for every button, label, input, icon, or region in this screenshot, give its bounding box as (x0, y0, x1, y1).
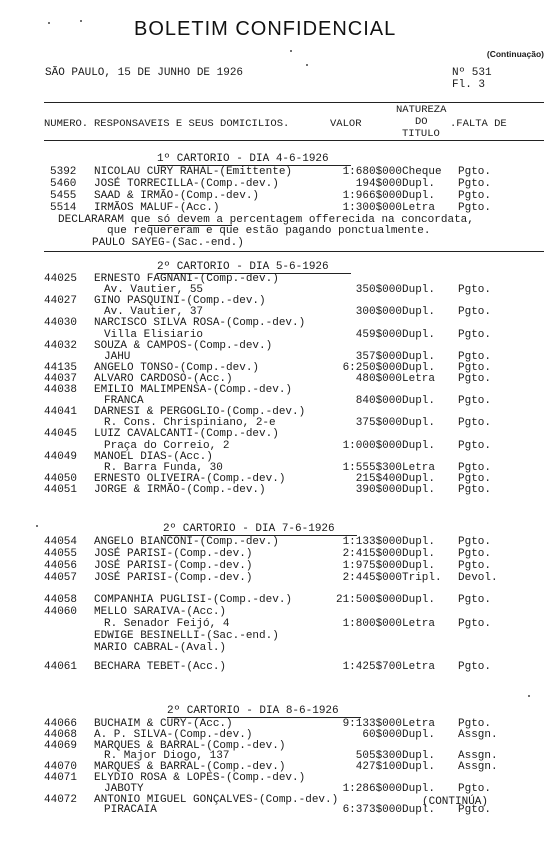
responsible-name: IRMÃOS MALUF-(Acc.) (94, 202, 220, 214)
continues-label: (CONTINÚA) (422, 796, 489, 808)
amount: 2:415$000 (342, 548, 402, 560)
title-nature: Letra (402, 718, 436, 730)
domicile: Av. Vautier, 37 (104, 306, 204, 319)
title-nature: Dupl. (402, 350, 436, 363)
title-nature: Letra (402, 372, 436, 385)
title-nature: Dupl. (402, 761, 436, 774)
amount: 300$000 (355, 306, 402, 319)
domicile: Villa Elisiario (104, 328, 204, 341)
responsible-name: ELYDIO ROSA & LOPES-(Comp.-dev.) (94, 772, 306, 784)
title-nature: Dupl. (402, 728, 436, 741)
responsible-name: MANOEL DIAS-(Acc.) (94, 450, 213, 463)
amount: 480$000 (355, 372, 402, 385)
col-valor: VALOR (330, 118, 362, 130)
protest-reason: Assgn. (458, 728, 498, 741)
protest-reason: Pgto. (458, 472, 492, 485)
protest-reason: Pgto. (458, 560, 492, 572)
protest-number: 44054 (44, 536, 78, 548)
protest-reason: Pgto. (458, 483, 492, 496)
amount: 1:300$000 (342, 202, 402, 214)
protest-reason: Pgto. (458, 661, 492, 673)
title-nature: Dupl. (402, 750, 436, 763)
amount: 6:250$000 (342, 361, 402, 374)
responsible-name: BUCHAIM & CURY-(Acc.) (94, 718, 233, 730)
table-row (0, 642, 558, 654)
sheet-number: Fl. 3 (452, 79, 486, 91)
amount: 840$000 (355, 395, 402, 408)
responsible-name: EMILIO MALIMPENSA-(Comp.-dev.) (94, 384, 293, 396)
protest-number: 44030 (44, 317, 78, 330)
domicile: JAHU (104, 350, 131, 363)
protest-reason: Pgto. (458, 202, 492, 214)
protest-number: 44061 (44, 661, 78, 673)
responsible-name: JOSÉ PARISI-(Comp.-dev.) (94, 572, 253, 584)
protest-reason: Pgto. (458, 350, 492, 363)
section-title: 2º CARTORIO - DIA 5-6-1926 (157, 261, 329, 273)
responsible-name: JOSÉ TORRECILLA-(Comp.-dev.) (94, 178, 279, 190)
col-natureza-3: TITULO (402, 128, 440, 140)
title-nature: Dupl. (402, 395, 436, 408)
table-row (0, 630, 558, 642)
domicile: R. Major Diogo, 137 (104, 750, 230, 763)
city-date: SÃO PAULO, 15 DE JUNHO DE 1926 (45, 67, 244, 79)
protest-number: 44066 (44, 718, 78, 730)
amount: 1:800$000 (342, 618, 402, 630)
protest-number: 44057 (44, 572, 78, 584)
responsible-name: JOSÉ PARISI-(Comp.-dev.) (94, 560, 253, 572)
table-row (0, 202, 558, 214)
title-nature: Dupl. (402, 472, 436, 485)
protest-reason: Pgto. (458, 284, 492, 297)
protest-number: 44068 (44, 728, 78, 741)
responsible-name: SOUZA & CAMPOS-(Comp.-dev.) (94, 339, 273, 352)
responsible-name: EDWIGE BESINELLI-(Sac.-end.) (94, 630, 279, 642)
scan-speck (80, 20, 82, 22)
title-nature: Dupl. (402, 594, 436, 606)
protest-number: 44032 (44, 339, 78, 352)
protest-number: 44069 (44, 739, 78, 752)
protest-reason: Pgto. (458, 536, 492, 548)
responsible-name: ERNESTO FAGNANI-(Comp.-dev.) (94, 273, 279, 285)
title-nature: Dupl. (402, 536, 436, 548)
protest-number: 5455 (50, 190, 77, 202)
amount: 215$400 (355, 472, 402, 485)
section-title: 1º CARTORIO - DIA 4-6-1926 (157, 153, 329, 165)
table-row (0, 594, 558, 606)
section-divider (44, 251, 544, 252)
title-nature: Dupl. (402, 804, 436, 817)
col-numero: NUMERO. (44, 118, 89, 130)
protest-number: 44045 (44, 428, 78, 441)
title-nature: Dupl. (402, 548, 436, 560)
protest-reason: Devol. (458, 572, 498, 584)
responsible-name: MELLO SARAIVA-(Acc.) (94, 606, 227, 618)
amount: 6:373$000 (342, 804, 402, 817)
responsible-name: ALVARO CARDOSO-(Acc.) (94, 372, 233, 385)
scan-speck (36, 525, 38, 527)
col-falta: .FALTA DE (450, 118, 507, 130)
domicile: Av. Vautier, 55 (104, 284, 204, 297)
protest-number: 44072 (44, 793, 78, 806)
responsible-name: ERNESTO OLIVEIRA-(Comp.-dev.) (94, 472, 286, 485)
protest-reason: Pgto. (458, 306, 492, 319)
protest-reason: Pgto. (458, 782, 492, 795)
title-nature: Dupl. (402, 560, 436, 572)
protest-reason: Assgn. (458, 761, 498, 774)
title-nature: Cheque (402, 166, 442, 178)
amount: 505$300 (355, 750, 402, 763)
amount: 1:133$000 (342, 536, 402, 548)
domicile: R. Cons. Chrispiniano, 2-e (104, 417, 276, 430)
responsible-name: JOSÉ PARISI-(Comp.-dev.) (94, 548, 253, 560)
scan-speck (290, 50, 292, 52)
title-nature: Letra (402, 461, 436, 474)
section-title: 2º CARTORIO - DIA 8-6-1926 (167, 705, 339, 717)
responsible-name: GINO PASQUINI-(Comp.-dev.) (94, 295, 266, 308)
protest-reason: Pgto. (458, 618, 492, 630)
domicile: Praça do Correio, 2 (104, 439, 230, 452)
responsible-name: COMPANHIA PUGLISI-(Comp.-dev.) (94, 594, 293, 606)
amount: 1:680$000 (342, 166, 402, 178)
protest-reason: Pgto. (458, 718, 492, 730)
protest-number: 44051 (44, 483, 78, 496)
title-nature: Dupl. (402, 284, 436, 297)
amount: 2:445$000 (342, 572, 402, 584)
amount: 427$100 (355, 761, 402, 774)
protest-reason: Pgto. (458, 417, 492, 430)
domicile: R. Barra Funda, 30 (104, 461, 223, 474)
title-nature: Letra (402, 202, 436, 214)
protest-reason: Assgn. (458, 750, 498, 763)
col-responsaveis: RESPONSAVEIS E SEUS DOMICILIOS. (94, 118, 290, 130)
table-row (0, 166, 558, 178)
continuation-label: (Continuação) (486, 49, 544, 59)
endorser-note: PAULO SAYEG-(Sac.-end.) (92, 237, 244, 249)
protest-number: 44050 (44, 472, 78, 485)
responsible-name: MARIO CABRAL-(Aval.) (94, 642, 227, 654)
protest-number: 44056 (44, 560, 78, 572)
title-nature: Dupl. (402, 782, 436, 795)
protest-reason: Pgto. (458, 804, 492, 817)
responsible-name: LUIZ CAVALCANTI-(Comp.-dev.) (94, 428, 279, 441)
amount: 1:286$000 (342, 782, 402, 795)
table-row (0, 606, 558, 618)
header-bottom-rule (44, 140, 544, 141)
protest-reason: Pgto. (458, 190, 492, 202)
protest-reason: Pgto. (458, 178, 492, 190)
protest-reason: Pgto. (458, 166, 492, 178)
title-nature: Dupl. (402, 439, 436, 452)
responsible-name: A. P. SILVA-(Comp.-dev.) (94, 728, 253, 741)
amount: 9:133$000 (342, 718, 402, 730)
table-row (0, 178, 558, 190)
protest-reason: Pgto. (458, 328, 492, 341)
responsible-name: DARNESI & PERGOGLIO-(Comp.-dev.) (94, 406, 306, 419)
protest-reason: Pgto. (458, 594, 492, 606)
table-row (0, 190, 558, 202)
responsible-name: JORGE & IRMÃO-(Comp.-dev.) (94, 483, 266, 496)
amount: 1:966$000 (342, 190, 402, 202)
domicile: PIRACAIA (104, 804, 157, 817)
table-row (0, 548, 558, 560)
amount: 375$000 (355, 417, 402, 430)
protest-number: 44055 (44, 548, 78, 560)
title-nature: Dupl. (402, 306, 436, 319)
protest-number: 44041 (44, 406, 78, 419)
bulletin-number: Nº 531 (452, 67, 492, 79)
table-row (0, 572, 558, 584)
protest-reason: Pgto. (458, 548, 492, 560)
amount: 1:975$000 (342, 560, 402, 572)
table-row (0, 484, 558, 496)
header-top-rule (44, 102, 544, 103)
scan-speck (48, 22, 50, 24)
protest-number: 44058 (44, 594, 78, 606)
title-nature: Dupl. (402, 361, 436, 374)
protest-reason: Pgto. (458, 439, 492, 452)
table-row-address (0, 618, 558, 630)
amount: 1:000$000 (342, 439, 402, 452)
title-nature: Dupl. (402, 328, 436, 341)
protest-number: 44037 (44, 372, 78, 385)
amount: 350$000 (355, 284, 402, 297)
bulletin-title: BOLETIM CONFIDENCIAL (134, 18, 397, 40)
amount: 1:425$700 (342, 661, 402, 673)
protest-number: 44071 (44, 772, 78, 784)
protest-number: 44027 (44, 295, 78, 308)
domicile: R. Senador Feijó, 4 (104, 618, 230, 630)
amount: 390$000 (355, 483, 402, 496)
declaration-note-cont: que requereram e que estão pagando ponctualmente. (107, 225, 431, 237)
responsible-name: BECHARA TEBET-(Acc.) (94, 661, 227, 673)
responsible-name: SAAD & IRMÃO-(Comp.-dev.) (94, 190, 260, 202)
protest-number: 44049 (44, 450, 78, 463)
scan-speck (306, 64, 308, 66)
amount: 194$000 (355, 178, 402, 190)
domicile: JABOTY (104, 782, 144, 795)
declaration-note: DECLARARAM que só devem a percentagem offerecida na concordata, (58, 214, 474, 226)
protest-number: 44038 (44, 384, 78, 396)
amount: 459$000 (355, 328, 402, 341)
title-nature: Letra (402, 661, 436, 673)
protest-reason: Pgto. (458, 361, 492, 374)
title-nature: Dupl. (402, 483, 436, 496)
amount: 1:555$300 (342, 461, 402, 474)
protest-number: 44060 (44, 606, 78, 618)
title-nature: Letra (402, 618, 436, 630)
table-row (0, 536, 558, 548)
table-row (0, 560, 558, 572)
responsible-name: NICOLAU CURY RAHAL-(Emittente) (94, 166, 293, 178)
protest-number: 5460 (50, 178, 77, 190)
title-nature: Tripl. (402, 572, 442, 584)
protest-number: 44025 (44, 273, 78, 285)
protest-number: 5514 (50, 202, 77, 214)
amount: 60$000 (362, 728, 402, 741)
protest-number: 44070 (44, 761, 78, 774)
amount: 357$000 (355, 350, 402, 363)
col-natureza-1: NATUREZA (396, 104, 447, 116)
table-row (0, 661, 558, 673)
section-title: 2º CARTORIO - DIA 7-6-1926 (163, 523, 335, 535)
protest-number: 5392 (50, 166, 77, 178)
responsible-name: ANGELO BIANCONI-(Comp.-dev.) (94, 536, 279, 548)
responsible-name: MARQUES & BARRAL-(Comp.-dev.) (94, 761, 286, 774)
scan-speck (528, 695, 530, 697)
responsible-name: ANGELO TONSO-(Comp.-dev.) (94, 361, 260, 374)
responsible-name: MARQUES & BARRAL-(Comp.-dev.) (94, 739, 286, 752)
amount: 21:500$000 (335, 594, 402, 606)
title-nature: Dupl. (402, 417, 436, 430)
protest-number: 44135 (44, 361, 78, 374)
protest-reason: Pgto. (458, 461, 492, 474)
responsible-name: NARCISCO SILVA ROSA-(Comp.-dev.) (94, 317, 306, 330)
domicile: FRANCA (104, 395, 144, 408)
title-nature: Dupl. (402, 178, 436, 190)
title-nature: Dupl. (402, 190, 436, 202)
protest-reason: Pgto. (458, 372, 492, 385)
protest-reason: Pgto. (458, 395, 492, 408)
col-natureza-2: DO (415, 116, 428, 128)
responsible-name: ANTONIO MIGUEL GONÇALVES-(Comp.-dev.) (94, 793, 339, 806)
